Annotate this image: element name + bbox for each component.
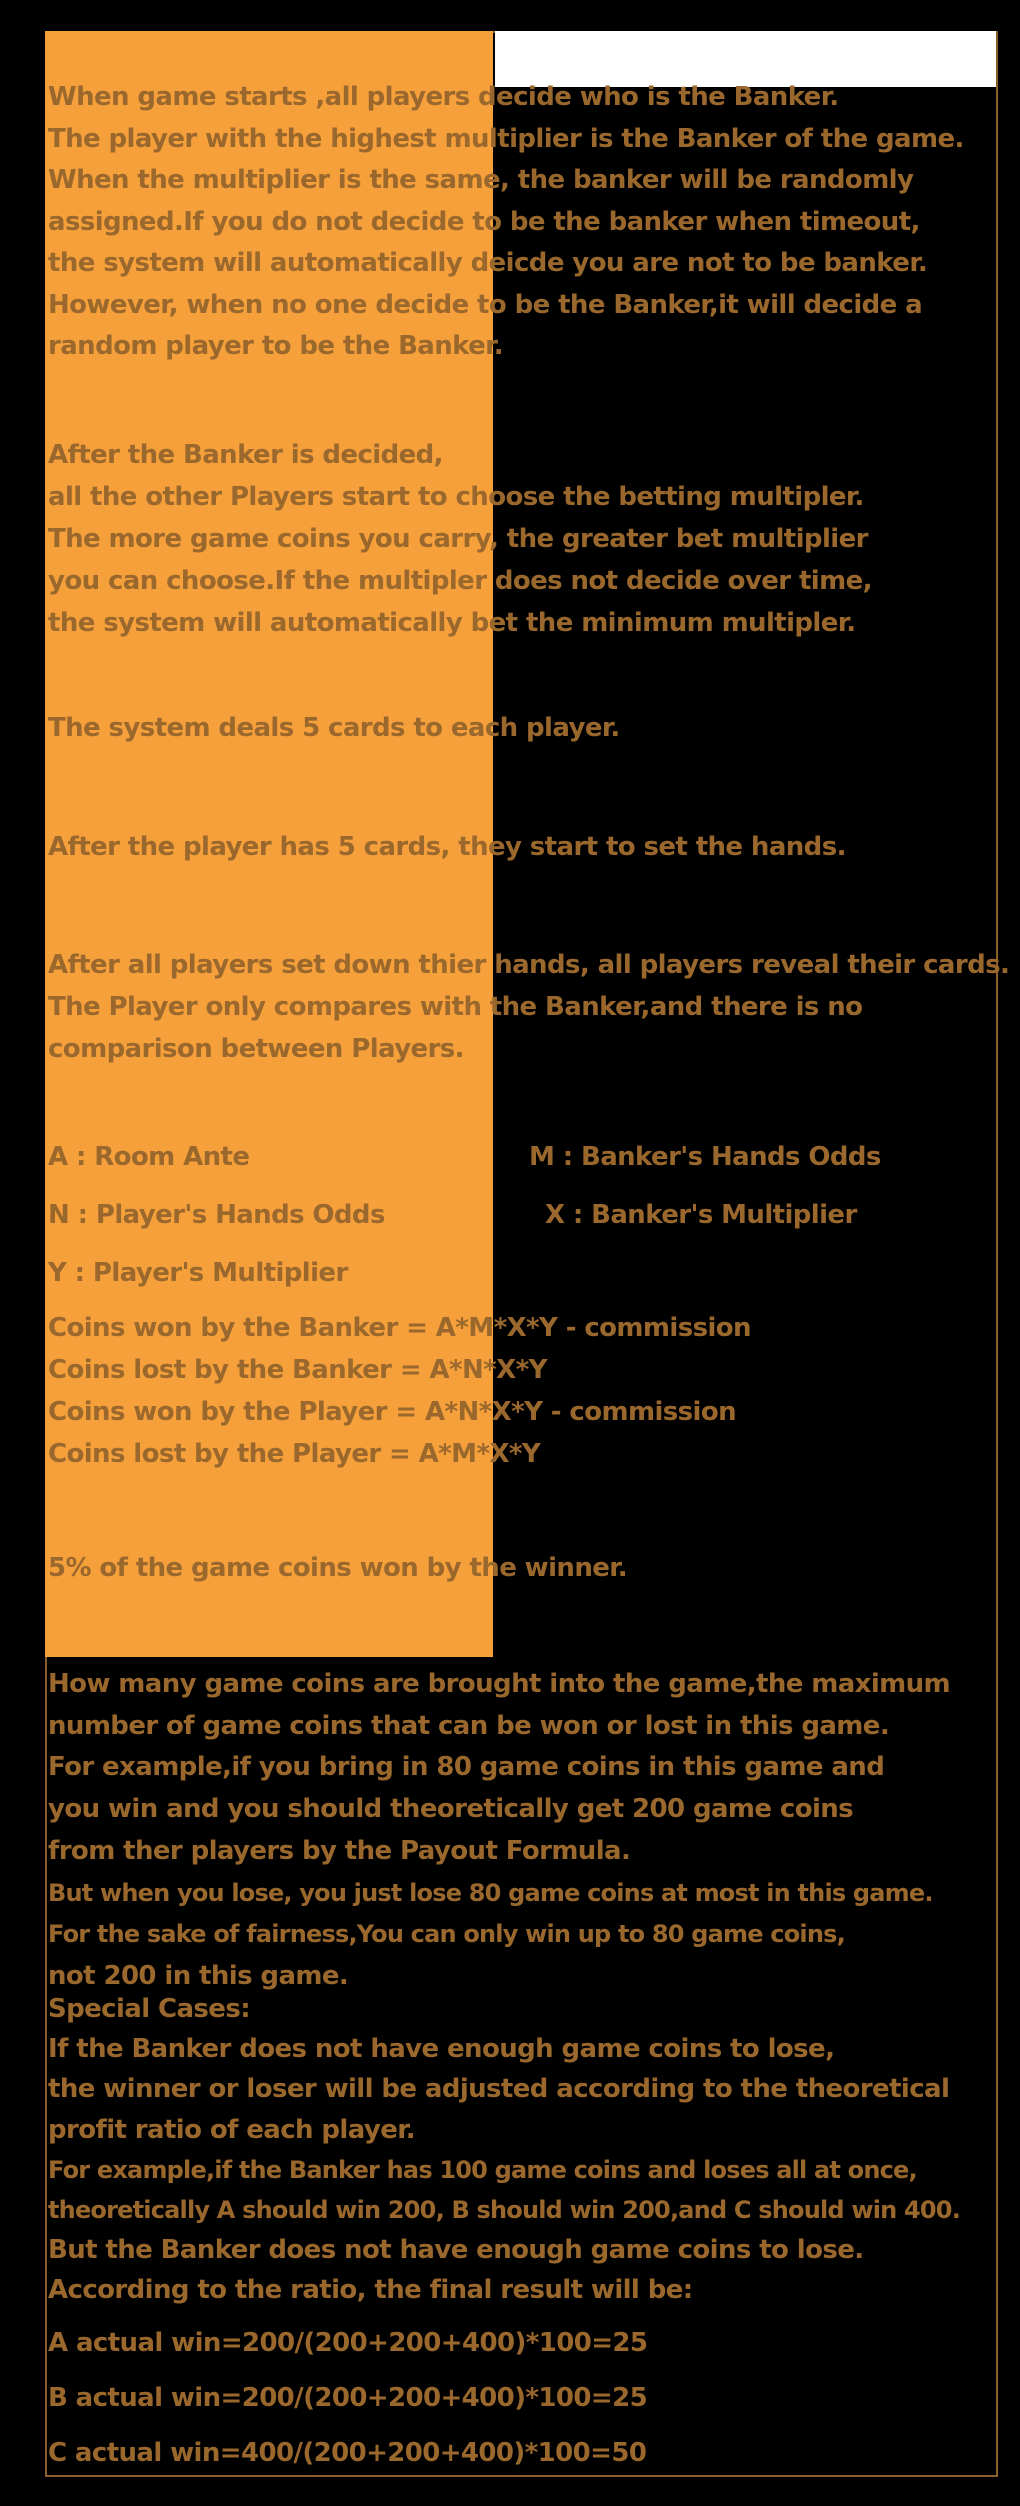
result-line: B actual win=200/(200+200+400)*100=25 [48, 2383, 648, 2413]
rule-line: For the sake of fairness,You can only win up to 80 game coins, [48, 1920, 845, 1949]
max-win-paragraph [48, 1664, 1008, 1998]
banker-selection-paragraph [48, 77, 1008, 368]
rule-line: the winner or loser will be adjusted according to the theoretical [48, 2074, 950, 2105]
rule-line: After all players set down thier hands, all players reveal their cards. [48, 950, 1010, 980]
set-hands-paragraph [48, 826, 1008, 868]
definition-row [48, 1252, 1008, 1294]
rule-line: For example,if you bring in 80 game coins in this game and [48, 1752, 885, 1783]
rule-line: How many game coins are brought into the game,the maximum [48, 1669, 951, 1699]
definition-term: M : Banker's Hands Odds [529, 1142, 881, 1172]
rule-line: If the Banker does not have enough game coins to lose, [48, 2034, 835, 2065]
rule-line: you win and you should theoretically get 200 game coins [48, 1794, 854, 1825]
definition-row [48, 1136, 1008, 1178]
rule-line: For example,if the Banker has 100 game coins and loses all at once, [48, 2155, 917, 2184]
formula-line: Coins won by the Banker = A*M*X*Y - commission [48, 1313, 751, 1343]
rule-line: When the multiplier is the same, the banker will be randomly [48, 165, 914, 195]
rule-line: the system will automatically bet the minimum multipler. [48, 608, 856, 638]
rule-line: However, when no one decide to be the Banker,it will decide a [48, 289, 923, 320]
formula-line: Coins won by the Player = A*N*X*Y - commission [48, 1397, 737, 1427]
result-line: C actual win=400/(200+200+400)*100=50 [48, 2438, 647, 2468]
formula-line: Coins lost by the Player = A*M*X*Y [48, 1439, 541, 1469]
rule-line: After the Banker is decided, [48, 440, 443, 470]
rule-line: assigned.If you do not decide to be the banker when timeout, [48, 206, 920, 237]
bet-multiplier-paragraph [48, 434, 1008, 644]
rule-line: theoretically A should win 200, B should win 200,and C should win 400. [48, 2196, 961, 2225]
rule-line: According to the ratio, the final result will be: [48, 2275, 693, 2306]
deal-paragraph [48, 707, 1008, 749]
rule-line: all the other Players start to choose the betting multipler. [48, 482, 864, 512]
payout-formulas [48, 1307, 1008, 1475]
formula-line: Coins lost by the Banker = A*N*X*Y [48, 1355, 547, 1385]
rule-line: random player to be the Banker. [48, 331, 503, 361]
rule-line: The player with the highest multiplier is the Banker of the game. [48, 123, 964, 154]
definition-term: A : Room Ante [48, 1142, 250, 1172]
rule-line: comparison between Players. [48, 1034, 464, 1064]
rule-line: The Player only compares with the Banker,and there is no [48, 992, 863, 1022]
rule-line: But the Banker does not have enough game coins to lose. [48, 2235, 864, 2266]
definition-term: X : Banker's Multiplier [545, 1200, 857, 1230]
rule-line: After the player has 5 cards, they start to set the hands. [48, 832, 846, 862]
rule-line: you can choose.If the multipler does not decide over time, [48, 566, 872, 596]
definition-row [48, 1194, 1008, 1236]
rule-line: The system deals 5 cards to each player. [48, 713, 620, 743]
definition-term: Y : Player's Multiplier [48, 1258, 348, 1288]
rule-line: the system will automatically deicde you are not to be banker. [48, 248, 928, 278]
rule-line: When game starts ,all players decide who is the Banker. [48, 82, 839, 112]
rule-line: number of game coins that can be won or lost in this game. [48, 1710, 890, 1741]
special-cases-paragraph [48, 1989, 1008, 2311]
definition-term: N : Player's Hands Odds [48, 1200, 385, 1230]
rule-line: But when you lose, you just lose 80 game coins at most in this game. [48, 1878, 933, 1907]
rule-line: profit ratio of each player. [48, 2114, 416, 2145]
reveal-paragraph [48, 944, 1008, 1070]
rule-line: Special Cases: [48, 1994, 251, 2024]
actual-results [48, 2316, 1008, 2481]
commission-paragraph [48, 1547, 1008, 1589]
rule-line: not 200 in this game. [48, 1960, 349, 1991]
result-line: A actual win=200/(200+200+400)*100=25 [48, 2328, 648, 2358]
rule-line: The more game coins you carry, the greater bet multiplier [48, 524, 868, 554]
rule-line: 5% of the game coins won by the winner. [48, 1553, 628, 1583]
rule-line: from ther players by the Payout Formula. [48, 1835, 631, 1866]
